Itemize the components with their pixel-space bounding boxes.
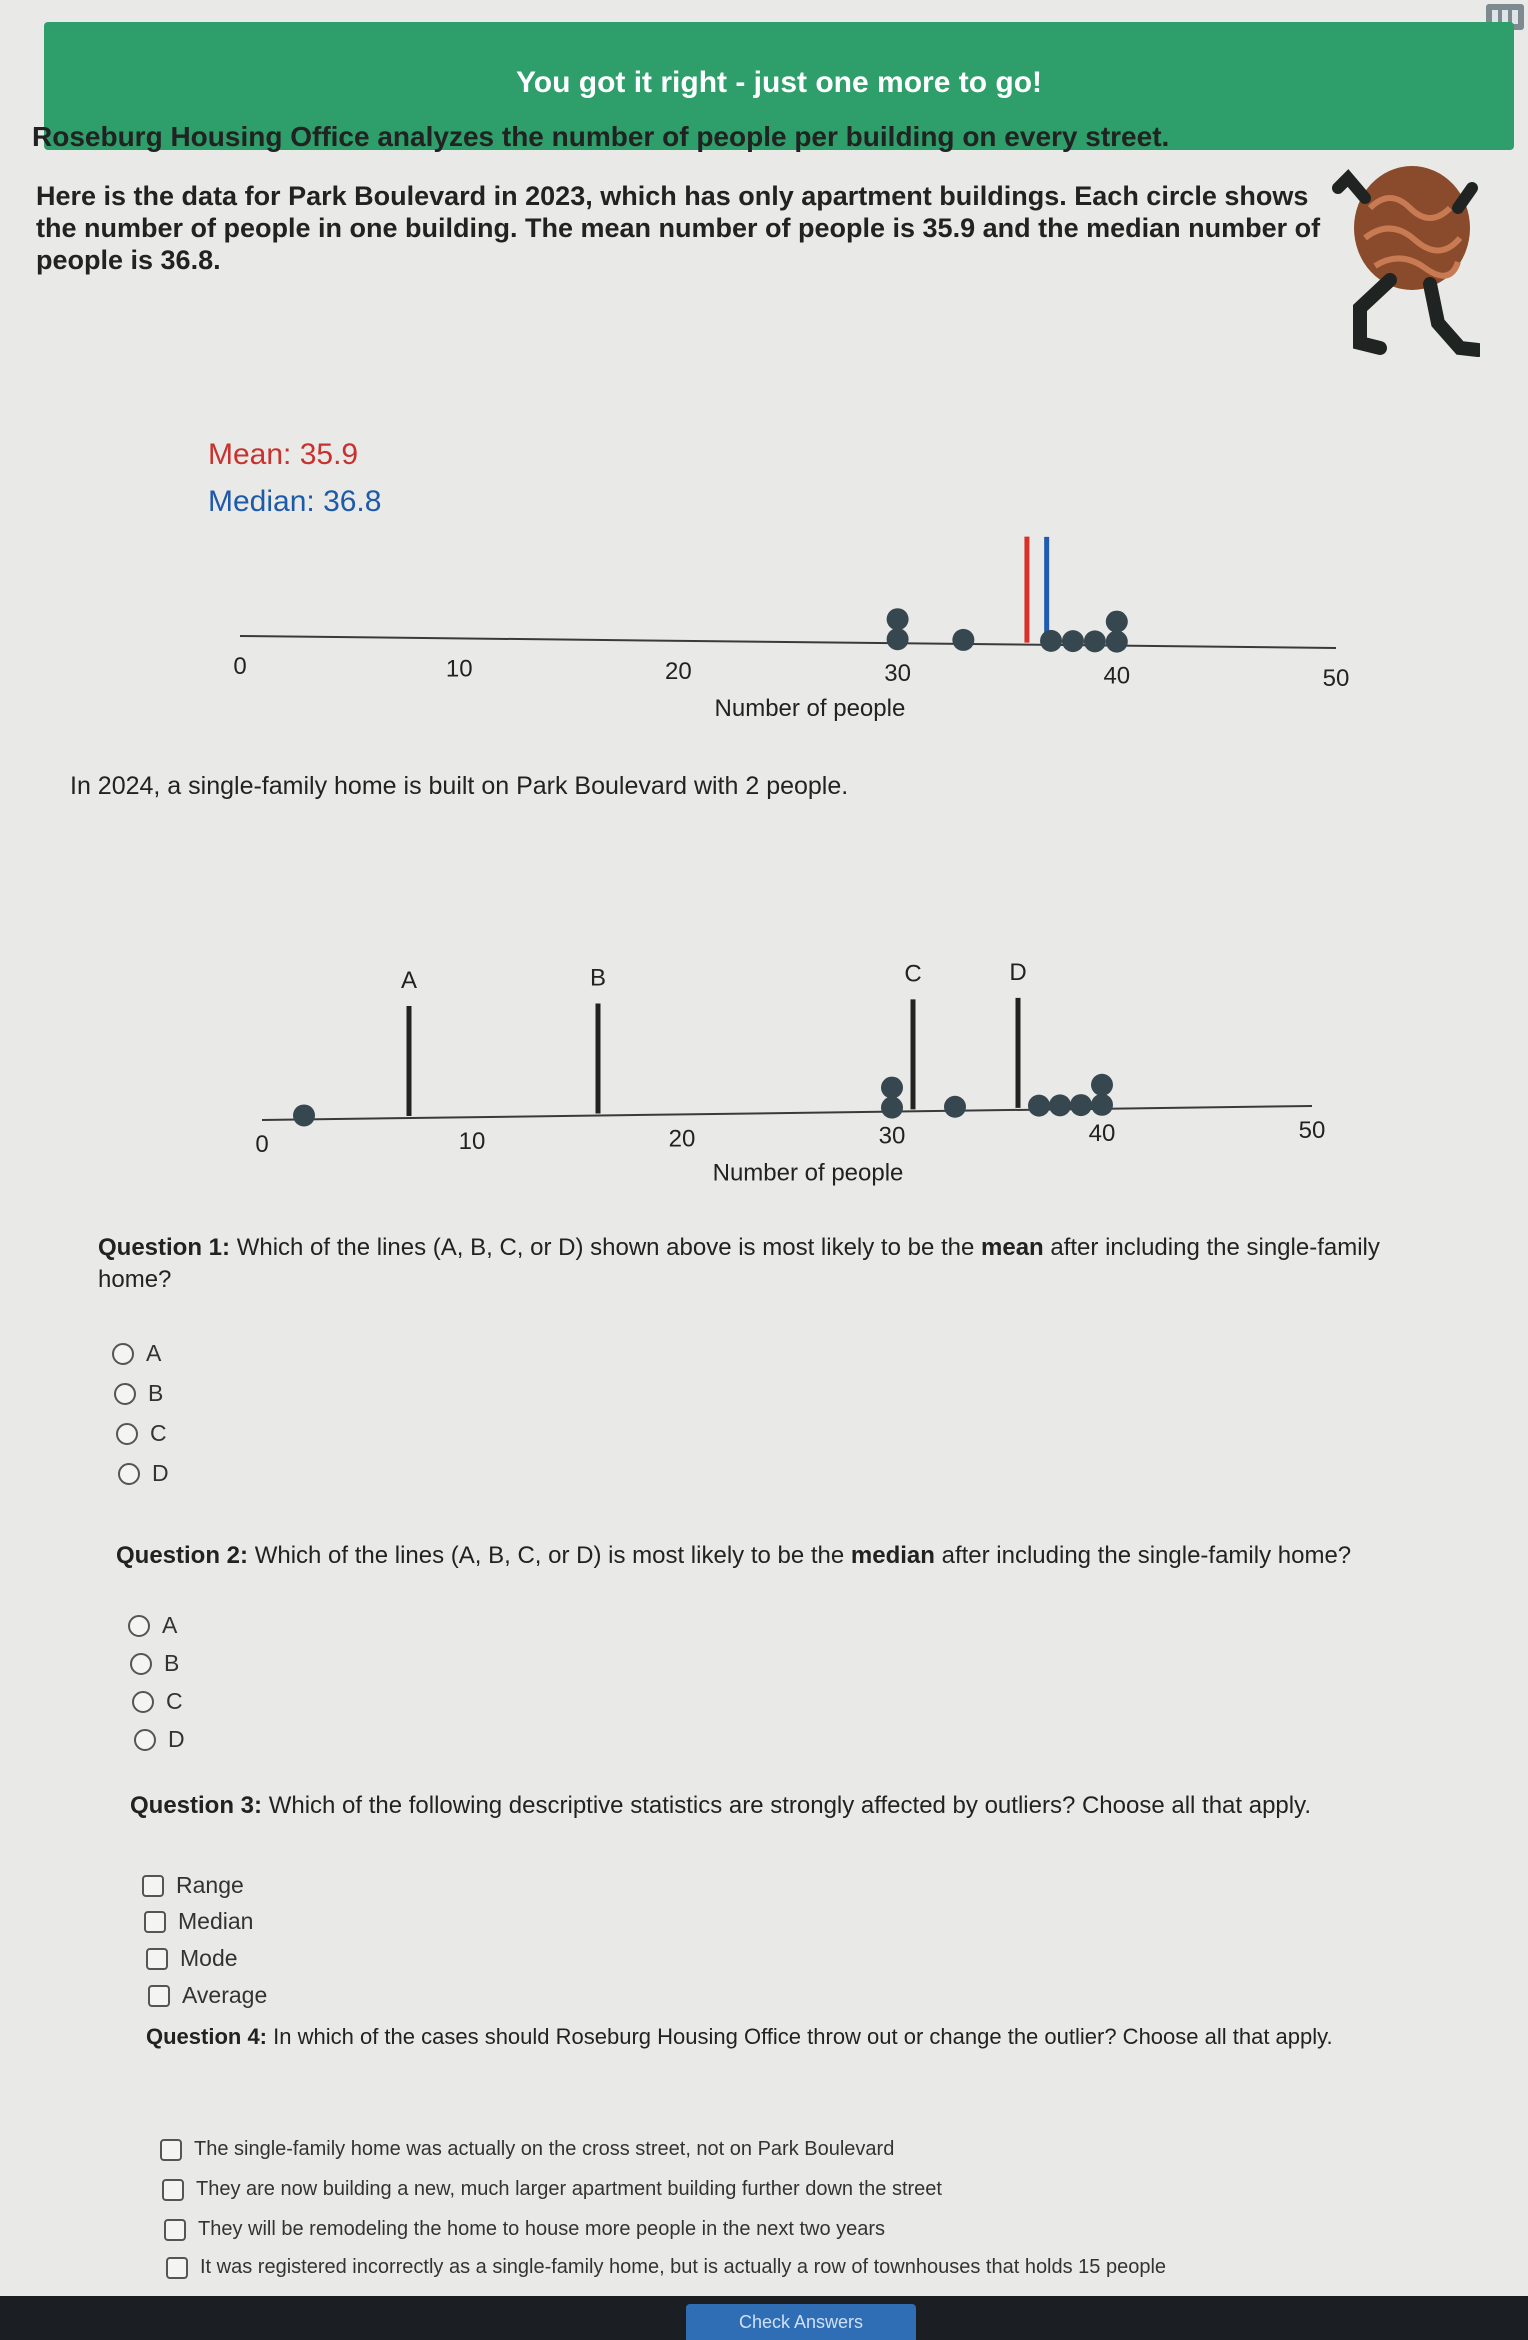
question-1-text-pre: Which of the lines (A, B, C, or D) shown above is most likely to be the	[236, 1234, 981, 1261]
question-4-label: Question 4:	[146, 2024, 268, 2049]
q1-option-b[interactable]	[114, 1380, 163, 1407]
question-3-label: Question 3:	[130, 1792, 263, 1819]
tick-label: 50	[1298, 1117, 1326, 1144]
x-axis-label: Number of people	[712, 1159, 904, 1187]
question-2-prompt	[116, 1540, 1436, 1572]
option-label: A	[162, 1612, 178, 1638]
tick-label: 0	[255, 1131, 269, 1158]
q2-option-c[interactable]	[132, 1688, 183, 1715]
data-point	[1091, 1094, 1113, 1116]
radio-icon[interactable]	[116, 1423, 138, 1445]
checkbox-icon[interactable]	[162, 2179, 184, 2201]
q4-option-remodeling[interactable]	[164, 2218, 885, 2241]
option-label: They are now building a new, much larger apartment building further down the street	[196, 2178, 942, 2200]
option-label: Median	[178, 1908, 254, 1934]
tick-label: 10	[458, 1128, 486, 1156]
q4-option-cross-street[interactable]	[160, 2138, 894, 2161]
line-label-a: A	[400, 967, 418, 995]
line-label-b: B	[589, 964, 607, 992]
q1-option-d[interactable]	[118, 1460, 169, 1487]
data-point	[944, 1096, 966, 1118]
tick-label: 50	[1322, 665, 1350, 692]
question-2-label: Question 2:	[116, 1542, 249, 1569]
option-label: A	[146, 1340, 162, 1366]
q1-option-c[interactable]	[116, 1420, 167, 1447]
radio-icon[interactable]	[128, 1615, 150, 1637]
checkbox-icon[interactable]	[144, 1911, 166, 1933]
checkbox-icon[interactable]	[166, 2257, 188, 2279]
q4-option-new-building[interactable]	[162, 2178, 942, 2201]
question-1-prompt	[98, 1232, 1418, 1296]
checkbox-icon[interactable]	[142, 1875, 164, 1897]
mean-label: Mean: 35.9	[208, 438, 359, 471]
data-point	[881, 1077, 903, 1099]
data-point	[293, 1104, 315, 1126]
data-description: Here is the data for Park Boulevard in 2023, which has only apartment buildings. Each circle shows the number of people in one building. The mean number of people is 35.9 and the median number of people is 36.8.	[36, 181, 1321, 275]
tick-label: 0	[233, 653, 247, 680]
line-label-c: C	[904, 960, 922, 988]
intro-text: Roseburg Housing Office analyzes the number of people per building on every street.	[32, 121, 1170, 152]
option-label: They will be remodeling the home to house more people in the next two years	[198, 2218, 886, 2240]
option-label: Mode	[180, 1945, 238, 1971]
axis-line	[262, 1106, 1312, 1120]
tick-label: 20	[665, 657, 692, 685]
option-label: It was registered incorrectly as a single-family home, but is actually a row of townhouses that holds 15 people	[200, 2256, 1167, 2278]
question-1-text-post: after including the single-family home?	[98, 1234, 1380, 1293]
data-point	[1028, 1095, 1050, 1117]
data-point	[1091, 1074, 1113, 1096]
tick-label: 20	[668, 1125, 696, 1153]
tick-label: 40	[1088, 1119, 1116, 1147]
radio-icon[interactable]	[114, 1383, 136, 1405]
q3-option-average[interactable]	[148, 1982, 267, 2009]
radio-icon[interactable]	[130, 1653, 152, 1675]
option-label: B	[148, 1380, 164, 1406]
checkbox-icon[interactable]	[148, 1985, 170, 2007]
question-4-text: In which of the cases should Roseburg Housing Office throw out or change the outlier? Choose all that apply.	[273, 2024, 1333, 2049]
question-2-text-pre: Which of the lines (A, B, C, or D) is most likely to be the	[254, 1542, 851, 1569]
radio-icon[interactable]	[112, 1343, 134, 1365]
tick-label: 30	[884, 660, 911, 688]
option-label: C	[166, 1688, 183, 1714]
question-2-text-bold: median	[850, 1542, 935, 1569]
option-label: D	[152, 1460, 169, 1486]
q2-option-a[interactable]	[128, 1612, 177, 1639]
checkbox-icon[interactable]	[164, 2219, 186, 2241]
q3-option-median[interactable]	[144, 1908, 253, 1935]
radio-icon[interactable]	[118, 1463, 140, 1485]
q1-option-a[interactable]	[112, 1340, 161, 1367]
q2-option-d[interactable]	[134, 1726, 185, 1753]
question-1-text-bold: mean	[981, 1234, 1044, 1261]
option-label: The single-family home was actually on the cross street, not on Park Boulevard	[194, 2138, 895, 2160]
question-3-prompt	[130, 1790, 1450, 1822]
checkbox-icon[interactable]	[160, 2139, 182, 2161]
option-label: Average	[182, 1982, 268, 2008]
data-point	[1070, 1094, 1092, 1116]
option-label: B	[164, 1650, 180, 1676]
check-answers-button[interactable]: Check Answers	[686, 2304, 916, 2340]
option-label: Range	[176, 1872, 244, 1898]
option-label: D	[168, 1726, 185, 1752]
q4-option-registered-incorrectly[interactable]	[166, 2256, 1166, 2279]
line-label-d: D	[1009, 958, 1027, 986]
radio-icon[interactable]	[134, 1729, 156, 1751]
q3-option-range[interactable]	[142, 1872, 244, 1899]
feedback-message: You got it right - just one more to go!	[515, 66, 1043, 99]
scenario-text: In 2024, a single-family home is built on Park Boulevard with 2 people.	[70, 772, 849, 800]
x-axis-label: Number of people	[714, 695, 906, 723]
question-2-text-post: after including the single-family home?	[934, 1542, 1352, 1569]
tick-label: 10	[445, 655, 473, 683]
question-3-text: Which of the following descriptive statistics are strongly affected by outliers? Choose all that apply.	[268, 1792, 1311, 1819]
option-label: C	[150, 1420, 167, 1446]
checkbox-icon[interactable]	[146, 1948, 168, 1970]
tick-label: 30	[878, 1122, 906, 1150]
data-point	[881, 1097, 903, 1119]
median-label: Median: 36.8	[208, 485, 382, 518]
q2-option-b[interactable]	[130, 1650, 179, 1677]
radio-icon[interactable]	[132, 1691, 154, 1713]
tick-label: 40	[1103, 662, 1131, 690]
data-point	[1049, 1094, 1071, 1116]
question-1-label: Question 1:	[98, 1234, 231, 1261]
question-4-prompt	[146, 2022, 1466, 2052]
q3-option-mode[interactable]	[146, 1945, 238, 1972]
